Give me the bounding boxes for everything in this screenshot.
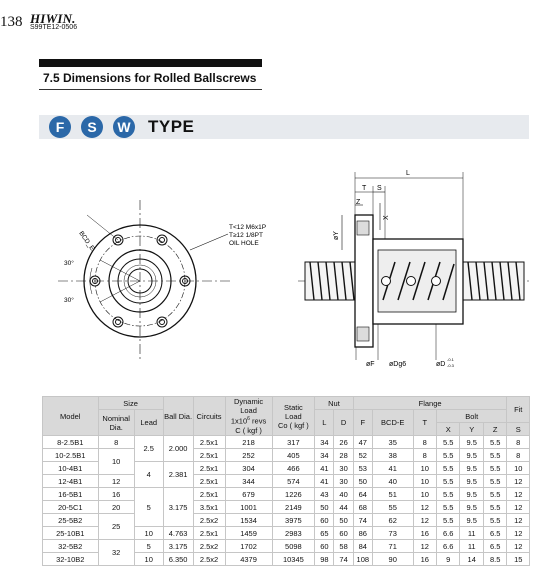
cell-static: 2149: [272, 501, 315, 514]
cell-T: 10: [413, 462, 436, 475]
cell-nominal-dia: 20: [98, 501, 134, 514]
cell-model: 32-5B2: [43, 540, 99, 553]
section-underline: [39, 89, 262, 90]
type-badge-w: W: [113, 116, 135, 138]
cell-ball-dia: 6.350: [163, 553, 193, 566]
cell-F: 108: [353, 553, 372, 566]
header-bolt-Y: Y: [460, 423, 483, 436]
cell-T: 10: [413, 475, 436, 488]
cell-ball-dia: 4.763: [163, 527, 193, 540]
cell-F: 84: [353, 540, 372, 553]
cell-model: 12-4B1: [43, 475, 99, 488]
cell-model: 25-5B2: [43, 514, 99, 527]
cell-D: 26: [334, 436, 353, 449]
cell-Y: 11: [460, 540, 483, 553]
ballscrew-drawing: [0, 150, 559, 390]
cell-D: 50: [334, 514, 353, 527]
cell-bcd: 35: [372, 436, 413, 449]
cell-model: 10-2.5B1: [43, 449, 99, 462]
header-nut: Nut: [315, 397, 353, 410]
cell-bcd: 41: [372, 462, 413, 475]
cell-D: 30: [334, 462, 353, 475]
cell-Z: 5.5: [483, 449, 507, 462]
cell-lead: 5: [134, 540, 163, 553]
cell-S: 12: [507, 501, 530, 514]
cell-dynamic: 218: [225, 436, 272, 449]
cell-T: 12: [413, 514, 436, 527]
cell-L: 41: [315, 475, 334, 488]
cell-ball-dia: 3.175: [163, 540, 193, 553]
cell-bcd: 38: [372, 449, 413, 462]
cell-S: 8: [507, 436, 530, 449]
header-dynamic-load: [225, 397, 272, 436]
cell-bcd: 71: [372, 540, 413, 553]
cell-ball-dia: 2.000: [163, 436, 193, 462]
header-nominal-dia: Nominal Dia.: [98, 410, 134, 436]
dim-Z-label: Z: [356, 199, 361, 206]
cell-lead: 10: [134, 527, 163, 540]
cell-model: 8-2.5B1: [43, 436, 99, 449]
cell-X: 5.5: [436, 475, 459, 488]
cell-L: 60: [315, 540, 334, 553]
dim-F-label: øF: [366, 361, 375, 368]
header-size: Size: [98, 397, 163, 410]
dimensions-table: [42, 396, 530, 566]
cell-L: 41: [315, 462, 334, 475]
cell-circuits: 2.5x2: [193, 553, 225, 566]
cell-F: 64: [353, 488, 372, 501]
cell-circuits: 2.5x1: [193, 462, 225, 475]
front-view: [58, 200, 230, 362]
cell-S: 10: [507, 462, 530, 475]
cell-dynamic: 4379: [225, 553, 272, 566]
dim-T-label: T: [362, 185, 367, 192]
cell-model: 10-4B1: [43, 462, 99, 475]
cell-T: 8: [413, 436, 436, 449]
header-bolt-X: X: [436, 423, 459, 436]
type-label: TYPE: [148, 117, 195, 136]
cell-static: 466: [272, 462, 315, 475]
cell-dynamic: 1702: [225, 540, 272, 553]
table-row: [43, 501, 530, 514]
cell-T: 8: [413, 449, 436, 462]
header-bolt: Bolt: [436, 410, 506, 423]
cell-D: 40: [334, 488, 353, 501]
header-static-line3: Co ( kgf ): [277, 420, 309, 430]
cell-bcd: 40: [372, 475, 413, 488]
cell-dynamic: 252: [225, 449, 272, 462]
table-row: [43, 514, 530, 527]
table-row: [43, 449, 530, 462]
cell-Y: 9.5: [460, 488, 483, 501]
dim-D-tol-upper: -0.1: [447, 357, 454, 362]
cell-S: 12: [507, 540, 530, 553]
oil-hole-note-line3: OIL HOLE: [229, 240, 259, 247]
header-model: Model: [43, 397, 99, 436]
dim-Y-label: øY: [333, 231, 340, 240]
cell-static: 574: [272, 475, 315, 488]
table-row: [43, 436, 530, 449]
cell-X: 5.5: [436, 501, 459, 514]
cell-nominal-dia: 16: [98, 488, 134, 501]
cell-X: 5.5: [436, 488, 459, 501]
type-badge-f: F: [49, 116, 71, 138]
section-rule: [39, 59, 262, 67]
document-code: S99TE12-0506: [30, 24, 78, 31]
cell-Z: 5.5: [483, 475, 507, 488]
cell-S: 12: [507, 514, 530, 527]
bcd-label: BCD_E: [77, 230, 96, 252]
dim-D-label: øD: [436, 361, 446, 368]
cell-dynamic: 1459: [225, 527, 272, 540]
angle-top-label: 30°: [64, 260, 74, 267]
header-static-load: [272, 397, 315, 436]
cell-S: 12: [507, 488, 530, 501]
cell-T: 16: [413, 527, 436, 540]
type-badge-s: S: [81, 116, 103, 138]
cell-F: 50: [353, 475, 372, 488]
cell-X: 5.5: [436, 514, 459, 527]
table-row: [43, 488, 530, 501]
header-flange: Flange: [353, 397, 507, 410]
table-row: [43, 475, 530, 488]
cell-T: 10: [413, 488, 436, 501]
header-fit-S: S: [507, 423, 530, 436]
header-fit: Fit: [507, 397, 530, 423]
cell-circuits: 2.5x2: [193, 514, 225, 527]
cell-F: 53: [353, 462, 372, 475]
header-dynamic-line1: Dynamic: [233, 397, 264, 407]
cell-L: 98: [315, 553, 334, 566]
cell-static: 317: [272, 436, 315, 449]
dim-X-label: X: [383, 215, 390, 220]
cell-Y: 9.5: [460, 462, 483, 475]
header-dynamic-line3b: revs: [249, 416, 267, 426]
header-dynamic-line2: Load: [240, 406, 257, 416]
cell-ball-dia: 2.381: [163, 462, 193, 488]
header-static-line1: Static: [284, 402, 303, 412]
side-view: [298, 172, 530, 360]
cell-dynamic: 1534: [225, 514, 272, 527]
angle-bottom-label: 30°: [64, 297, 74, 304]
cell-circuits: 2.5x1: [193, 449, 225, 462]
cell-static: 10345: [272, 553, 315, 566]
cell-bcd: 90: [372, 553, 413, 566]
cell-dynamic: 679: [225, 488, 272, 501]
cell-Y: 14: [460, 553, 483, 566]
cell-D: 58: [334, 540, 353, 553]
cell-F: 52: [353, 449, 372, 462]
cell-T: 12: [413, 501, 436, 514]
cell-model: 16-5B1: [43, 488, 99, 501]
cell-Z: 5.5: [483, 462, 507, 475]
header-dynamic-line4: C ( kgf ): [235, 425, 262, 435]
cell-X: 5.5: [436, 449, 459, 462]
brand-logo: HIWIN.: [30, 11, 76, 26]
header-bcd: BCD-E: [372, 410, 413, 436]
cell-circuits: 2.5x1: [193, 436, 225, 449]
cell-static: 2983: [272, 527, 315, 540]
cell-Y: 11: [460, 527, 483, 540]
cell-ball-dia: 3.175: [163, 488, 193, 527]
cell-Y: 9.5: [460, 449, 483, 462]
header-lead: Lead: [134, 410, 163, 436]
cell-S: 8: [507, 449, 530, 462]
header-flange-T: T: [413, 410, 436, 436]
cell-static: 5098: [272, 540, 315, 553]
cell-Z: 8.5: [483, 553, 507, 566]
cell-static: 405: [272, 449, 315, 462]
cell-D: 60: [334, 527, 353, 540]
cell-lead: 4: [134, 462, 163, 488]
cell-F: 47: [353, 436, 372, 449]
cell-L: 34: [315, 436, 334, 449]
cell-static: 3975: [272, 514, 315, 527]
dim-D-tol-lower: -0.3: [447, 363, 454, 368]
cell-circuits: 2.5x1: [193, 475, 225, 488]
cell-static: 1226: [272, 488, 315, 501]
cell-dynamic: 304: [225, 462, 272, 475]
cell-L: 60: [315, 514, 334, 527]
cell-L: 65: [315, 527, 334, 540]
cell-lead: 2.5: [134, 436, 163, 462]
cell-circuits: 2.5x2: [193, 540, 225, 553]
cell-Y: 9.5: [460, 501, 483, 514]
cell-T: 16: [413, 553, 436, 566]
dim-L-label: L: [406, 170, 410, 177]
table-row: [43, 540, 530, 553]
cell-Z: 6.5: [483, 540, 507, 553]
cell-circuits: 2.5x1: [193, 527, 225, 540]
header-static-line2: Load: [285, 411, 302, 421]
cell-X: 9: [436, 553, 459, 566]
cell-X: 5.5: [436, 436, 459, 449]
cell-Z: 5.5: [483, 501, 507, 514]
cell-dynamic: 344: [225, 475, 272, 488]
cell-D: 74: [334, 553, 353, 566]
cell-bcd: 62: [372, 514, 413, 527]
cell-Z: 5.5: [483, 488, 507, 501]
cell-model: 25-10B1: [43, 527, 99, 540]
cell-L: 34: [315, 449, 334, 462]
cell-model: 32-10B2: [43, 553, 99, 566]
header-dynamic-line3a: 1x10: [230, 416, 248, 426]
cell-bcd: 73: [372, 527, 413, 540]
cell-D: 30: [334, 475, 353, 488]
dim-Dg6-label: øDg6: [389, 361, 407, 368]
cell-S: 12: [507, 527, 530, 540]
cell-bcd: 51: [372, 488, 413, 501]
cell-Z: 5.5: [483, 436, 507, 449]
cell-dynamic: 1001: [225, 501, 272, 514]
cell-F: 68: [353, 501, 372, 514]
header-nut-L: L: [315, 410, 334, 436]
cell-F: 86: [353, 527, 372, 540]
cell-F: 74: [353, 514, 372, 527]
dim-S-label: S: [377, 185, 382, 192]
cell-S: 15: [507, 553, 530, 566]
cell-Y: 9.5: [460, 436, 483, 449]
cell-D: 44: [334, 501, 353, 514]
cell-D: 28: [334, 449, 353, 462]
cell-X: 6.6: [436, 527, 459, 540]
cell-Z: 5.5: [483, 514, 507, 527]
oil-hole-note-line2: T≥12 1/8PT: [229, 232, 263, 239]
header-ball-dia: Ball Dia.: [163, 397, 193, 436]
cell-nominal-dia: 32: [98, 540, 134, 566]
page-number: 138: [0, 14, 23, 30]
cell-Y: 9.5: [460, 475, 483, 488]
cell-L: 43: [315, 488, 334, 501]
header-flange-F: F: [353, 410, 372, 436]
cell-nominal-dia: 10: [98, 449, 134, 475]
cell-S: 12: [507, 475, 530, 488]
cell-lead: 10: [134, 553, 163, 566]
section-title: 7.5 Dimensions for Rolled Ballscrews: [43, 71, 257, 85]
cell-X: 6.6: [436, 540, 459, 553]
oil-hole-note-line1: T<12 M6x1P: [229, 224, 267, 231]
cell-L: 50: [315, 501, 334, 514]
cell-circuits: 3.5x1: [193, 501, 225, 514]
cell-lead: 5: [134, 488, 163, 527]
header-circuits: Circuits: [193, 397, 225, 436]
cell-model: 20-5C1: [43, 501, 99, 514]
cell-X: 5.5: [436, 462, 459, 475]
cell-nominal-dia: 8: [98, 436, 134, 449]
cell-Y: 9.5: [460, 514, 483, 527]
header-nut-D: D: [334, 410, 353, 436]
header-bolt-Z: Z: [483, 423, 507, 436]
cell-T: 12: [413, 540, 436, 553]
cell-circuits: 2.5x1: [193, 488, 225, 501]
cell-nominal-dia: 25: [98, 514, 134, 540]
cell-bcd: 55: [372, 501, 413, 514]
cell-nominal-dia: 12: [98, 475, 134, 488]
header-dynamic-exp: 6: [247, 416, 250, 423]
cell-Z: 6.5: [483, 527, 507, 540]
